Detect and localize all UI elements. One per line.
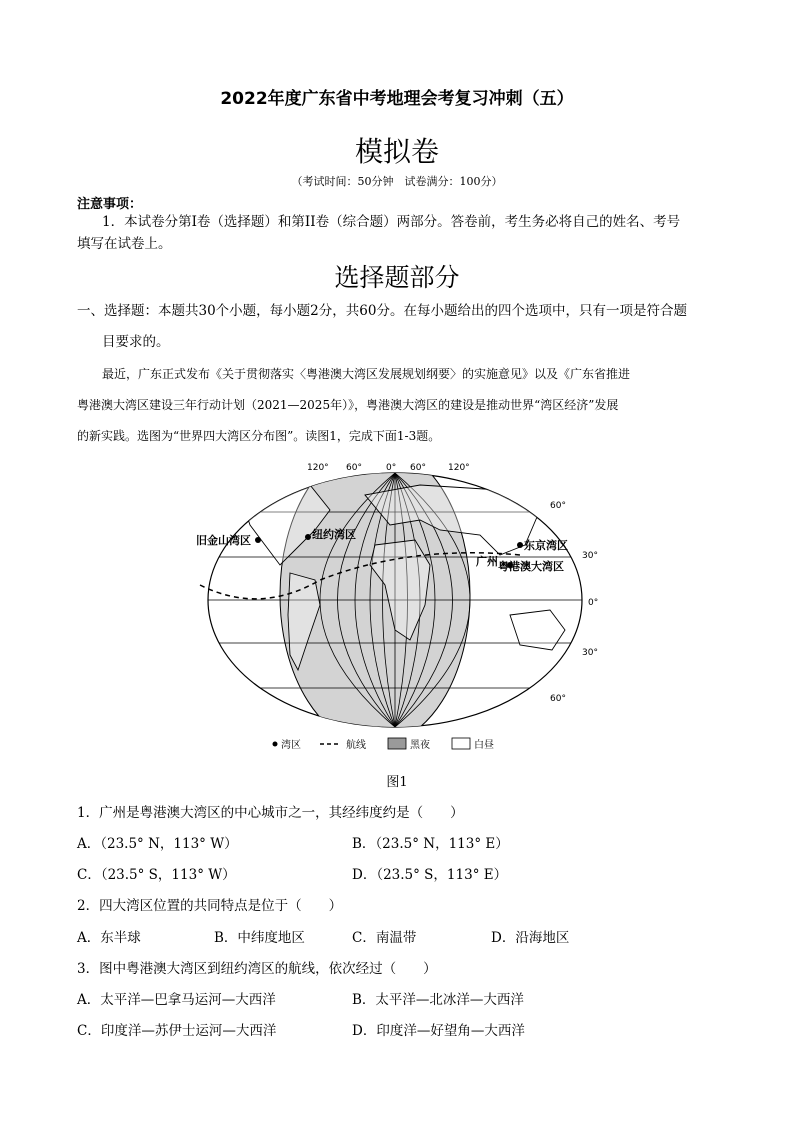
question-1-option-d[interactable]: D．（23.5° S，113° E）: [352, 867, 508, 883]
lat-label: 60°: [550, 501, 566, 511]
question-3-option-d[interactable]: D．印度洋—好望角—大西洋: [352, 1023, 525, 1039]
ny-bay-point: [305, 534, 311, 540]
lon-label: 60°: [346, 463, 362, 473]
legend-bay-label: 湾区: [281, 740, 301, 751]
label-guangzhou: 广州: [476, 555, 498, 568]
map-legend: [273, 738, 495, 751]
lon-label: 60°: [410, 463, 426, 473]
question-1-option-c[interactable]: C．（23.5° S，113° W）: [77, 867, 236, 883]
legend-night-symbol: [388, 738, 406, 749]
legend-night-label: 黑夜: [410, 740, 430, 751]
page-subtitle: 模拟卷: [354, 135, 439, 168]
notice-line-2: 填写在试卷上。: [77, 236, 172, 252]
question-3-stem: 3．图中粤港澳大湾区到纽约湾区的航线，依次经过（ ）: [77, 961, 437, 977]
label-gba: 粤港澳大湾区: [498, 560, 564, 573]
question-2-option-a[interactable]: A．东半球: [77, 930, 141, 946]
sf-bay-point: [255, 537, 261, 543]
label-sf-bay: 旧金山湾区: [196, 534, 251, 547]
section-title: 选择题部分: [334, 263, 460, 292]
lon-label: 120°: [307, 463, 329, 473]
legend-day-symbol: [452, 738, 470, 749]
lat-label: 60°: [550, 694, 566, 704]
question-2-option-b[interactable]: B．中纬度地区: [214, 930, 305, 946]
exam-info: （考试时间：50分钟 试卷满分：100分）: [291, 175, 503, 188]
notice-heading: 注意事项：: [77, 197, 143, 212]
notice-line-1: 1．本试卷分第I卷（选择题）和第II卷（综合题）两部分。答卷前，考生务必将自己的姓名、考号: [102, 214, 681, 230]
passage-line-3: 的新实践。选图为“世界四大湾区分布图”。读图1，完成下面1-3题。: [77, 429, 441, 443]
tokyo-bay-point: [517, 542, 523, 548]
world-bay-areas-map: [180, 455, 620, 760]
lat-label: 0°: [588, 598, 599, 608]
question-2-option-c[interactable]: C．南温带: [352, 930, 417, 946]
label-ny-bay: 纽约湾区: [312, 528, 356, 541]
question-2-option-d[interactable]: D．沿海地区: [491, 930, 570, 946]
question-3-option-b[interactable]: B．太平洋—北冰洋—大西洋: [352, 992, 524, 1008]
lon-label: 120°: [448, 463, 470, 473]
lon-label: 0°: [386, 463, 397, 473]
passage-line-2: 粤港澳大湾区建设三年行动计划（2021—2025年）》，粤港澳大湾区的建设是推动世界“湾区经济”发展: [77, 398, 619, 412]
question-1-option-b[interactable]: B．（23.5° N，113° E）: [352, 836, 509, 852]
label-tokyo-bay: 东京湾区: [524, 539, 568, 552]
question-3-option-c[interactable]: C．印度洋—苏伊士运河—大西洋: [77, 1023, 277, 1039]
legend-route-label: 航线: [346, 740, 366, 751]
figure-caption: 图1: [386, 775, 408, 790]
page-title: 2022年度广东省中考地理会考复习冲刺（五）: [220, 89, 574, 109]
legend-day-label: 白昼: [474, 740, 494, 751]
lat-label: 30°: [582, 551, 598, 561]
instruction-line-2: 目要求的。: [102, 334, 170, 350]
instruction-line-1: 一、选择题：本题共30个小题，每小题2分，共60分。在每小题给出的四个选项中，只有一项是符合题: [77, 303, 687, 319]
question-1-option-a[interactable]: A．（23.5° N，113° W）: [77, 836, 238, 852]
legend-bay-symbol: [273, 742, 278, 747]
passage-line-1: 最近，广东正式发布《关于贯彻落实〈粤港澳大湾区发展规划纲要〉的实施意见》以及《广东省推进: [102, 367, 631, 381]
lat-label: 30°: [582, 648, 598, 658]
question-1-stem: 1．广州是粤港澳大湾区的中心城市之一，其经纬度约是（ ）: [77, 805, 464, 821]
question-3-option-a[interactable]: A．太平洋—巴拿马运河—大西洋: [77, 992, 276, 1008]
question-2-stem: 2．四大湾区位置的共同特点是位于（ ）: [77, 898, 343, 914]
